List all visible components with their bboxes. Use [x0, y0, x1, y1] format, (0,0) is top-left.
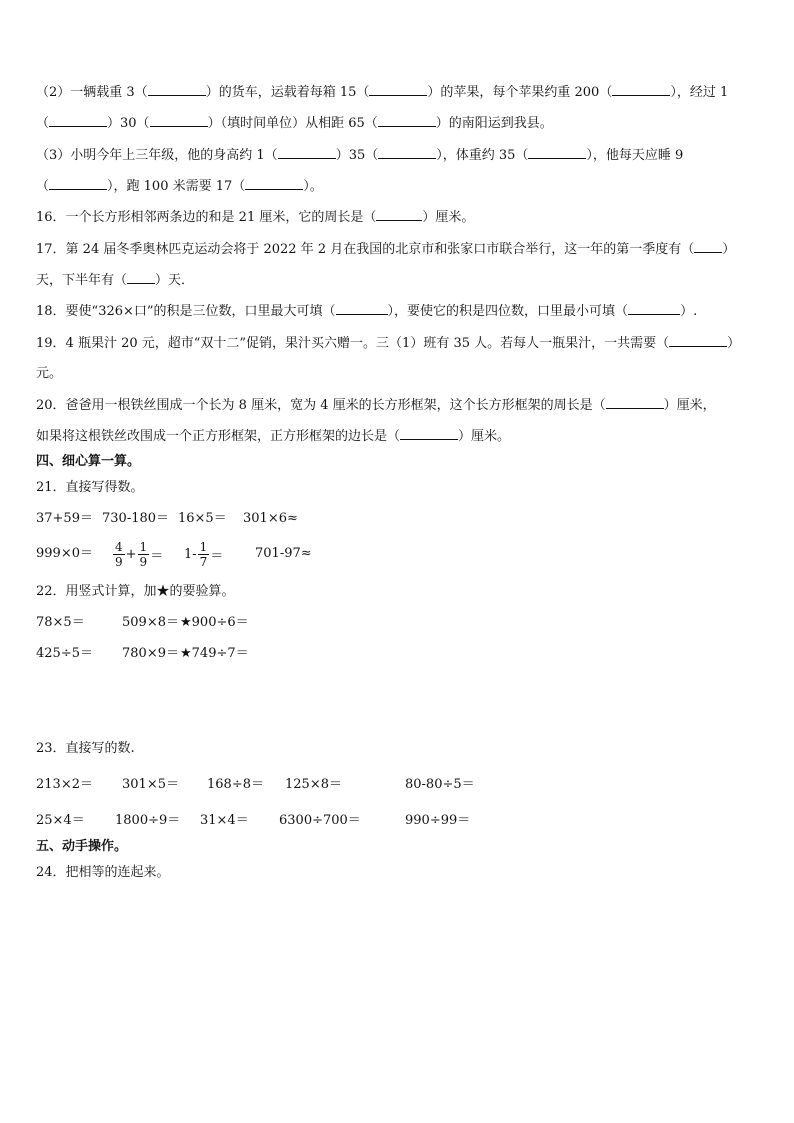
q15-3-text-f: ），跑 100 米需要 17（: [107, 179, 246, 194]
q20-line2: [36, 427, 510, 446]
q15-2-text-d: ），经过 1: [670, 85, 729, 100]
q23-item: 80-80÷5＝: [405, 777, 475, 792]
numerator: 1: [199, 539, 208, 554]
q19-line2: [36, 365, 62, 383]
answer-blank[interactable]: [606, 396, 664, 409]
fraction: [198, 540, 210, 569]
answer-blank[interactable]: [612, 83, 670, 96]
q22-item: ★749÷7＝: [180, 646, 249, 661]
q15-3-text-g: ）。: [303, 179, 323, 194]
q22-item: 425÷5＝: [36, 646, 93, 661]
answer-blank[interactable]: [628, 302, 680, 315]
q17-text-b: ）: [722, 242, 736, 257]
answer-blank[interactable]: [378, 114, 436, 127]
numerator: 4: [115, 539, 123, 554]
denominator: 9: [115, 554, 123, 569]
q19-text-c: 元。: [36, 366, 63, 381]
q23-item: 31×4＝: [200, 813, 249, 828]
q21-item: 301×6≈: [243, 511, 298, 526]
q19-line1: [36, 334, 740, 353]
q22-item: 509×8＝: [122, 615, 179, 630]
q15-3-line2: [36, 177, 323, 196]
q21-title: 21．直接写得数。: [36, 480, 144, 495]
q23-item: 301×5＝: [122, 777, 179, 792]
q16-text-b: ）厘米。: [422, 210, 475, 225]
q20-text-a: 20．爸爸用一根铁丝围成一个长为 8 厘米，宽为 4 厘米的长方形框架，这个长方形框架的周长是（: [36, 398, 606, 413]
answer-blank[interactable]: [278, 146, 336, 159]
q15-2-text-h: ）的南阳运到我县。: [435, 116, 553, 131]
q23-item: 125×8＝: [285, 777, 342, 792]
q21-fraction-sum: [112, 534, 163, 574]
answer-blank[interactable]: [148, 83, 206, 96]
answer-blank[interactable]: [400, 427, 458, 440]
q15-3-line1: [36, 146, 683, 165]
q17-text-a: 17．第 24 届冬季奥林匹克运动会将于 2022 年 2 月在我国的北京市和张家口市联合举行，这一年的第一季度有（: [36, 242, 695, 257]
fraction: [113, 540, 125, 569]
q15-3-text-e: （: [36, 179, 50, 194]
q23-item: 6300÷700＝: [279, 813, 361, 828]
q23-item: 213×2＝: [36, 777, 93, 792]
q23-item: 1800÷9＝: [115, 813, 181, 828]
q17-text-d: ）天．: [155, 273, 195, 288]
q15-2-line2: [36, 114, 553, 133]
equals-sign: ＝: [150, 548, 164, 564]
q21-item: 999×0＝: [36, 546, 93, 561]
section-heading-5: 五、动手操作。: [36, 839, 128, 854]
equals-sign: ＝: [210, 548, 224, 564]
answer-blank[interactable]: [378, 146, 436, 159]
q23-item: 168÷8＝: [207, 777, 264, 792]
q15-3-text-b: ）35（: [335, 148, 379, 163]
q21-fraction-diff: [184, 534, 223, 574]
q16-text-a: 16．一个长方形相邻两条边的和是 21 厘米，它的周长是（: [36, 210, 377, 225]
q15-2-text-f: ）30（: [107, 116, 150, 131]
q20-text-b: ）厘米，: [663, 398, 716, 413]
denominator: 7: [199, 554, 208, 569]
answer-blank[interactable]: [150, 114, 208, 127]
q23-title: 23．直接写的数.: [36, 741, 135, 756]
minuend: 1-: [184, 546, 197, 562]
answer-blank[interactable]: [528, 146, 586, 159]
answer-blank[interactable]: [49, 114, 107, 127]
answer-blank[interactable]: [694, 240, 722, 253]
numerator: 1: [139, 539, 148, 554]
section-heading-4: 四、细心算一算。: [36, 454, 141, 469]
q20-line1: [36, 396, 716, 415]
denominator: 9: [139, 554, 148, 569]
q20-text-c: 如果将这根铁丝改围成一个正方形框架，正方形框架的边长是（: [36, 429, 401, 444]
q17-line1: [36, 240, 735, 259]
q19-text-b: ）: [727, 336, 741, 351]
q16-line: [36, 208, 474, 227]
answer-blank[interactable]: [336, 302, 388, 315]
q15-2-line1: [36, 83, 728, 102]
q22-item: ★900÷6＝: [180, 615, 249, 630]
q22-item: 780×9＝: [122, 646, 179, 661]
q21-item: 730-180＝: [102, 511, 170, 526]
q22-title: 22．用竖式计算，加★的要验算。: [36, 584, 235, 599]
q18-text-b: ），要使它的积是四位数，口里最小可填（: [387, 304, 629, 319]
q21-item: 701-97≈: [255, 546, 312, 561]
q23-item: 25×4＝: [36, 813, 85, 828]
answer-blank[interactable]: [127, 271, 155, 284]
answer-blank[interactable]: [669, 334, 727, 347]
answer-blank[interactable]: [245, 177, 303, 190]
q21-item: 16×5＝: [178, 511, 227, 526]
q20-text-d: ）厘米。: [458, 429, 511, 444]
q15-2-text-a: （2）一辆载重 3（: [36, 85, 148, 100]
q19-text-a: 19．4 瓶果汁 20 元，超市“双十二”促销，果汁买六赠一。三（1）班有 35 人。若每人一瓶果汁，一共需要（: [36, 336, 670, 351]
answer-blank[interactable]: [49, 177, 107, 190]
q18-text-c: ）.: [680, 304, 698, 319]
q18-line: [36, 302, 697, 321]
q15-2-text-e: （: [36, 116, 50, 131]
q17-line2: [36, 271, 194, 290]
q17-text-c: 天，下半年有（: [36, 273, 128, 288]
answer-blank[interactable]: [376, 208, 422, 221]
fraction: [138, 540, 150, 569]
q15-3-text-c: ），体重约 35（: [436, 148, 529, 163]
q24-title: 24．把相等的连起来。: [36, 865, 170, 880]
q15-3-text-a: （3）小明今年上三年级，他的身高约 1（: [36, 148, 278, 163]
q15-2-text-c: ）的苹果，每个苹果约重 200（: [427, 85, 613, 100]
q18-text-a: 18．要使“326×口”的积是三位数，口里最大可填（: [36, 304, 336, 319]
operator: +: [125, 546, 137, 562]
q22-item: 78×5＝: [36, 615, 85, 630]
q15-3-text-d: ），他每天应睡 9: [586, 148, 684, 163]
q21-item: 37+59＝: [36, 511, 93, 526]
q15-2-text-b: ）的货车，运载着每箱 15（: [205, 85, 370, 100]
q15-2-text-g: ）（填时间单位）从相距 65（: [207, 116, 378, 131]
answer-blank[interactable]: [369, 83, 427, 96]
q23-item: 990÷99＝: [405, 813, 471, 828]
